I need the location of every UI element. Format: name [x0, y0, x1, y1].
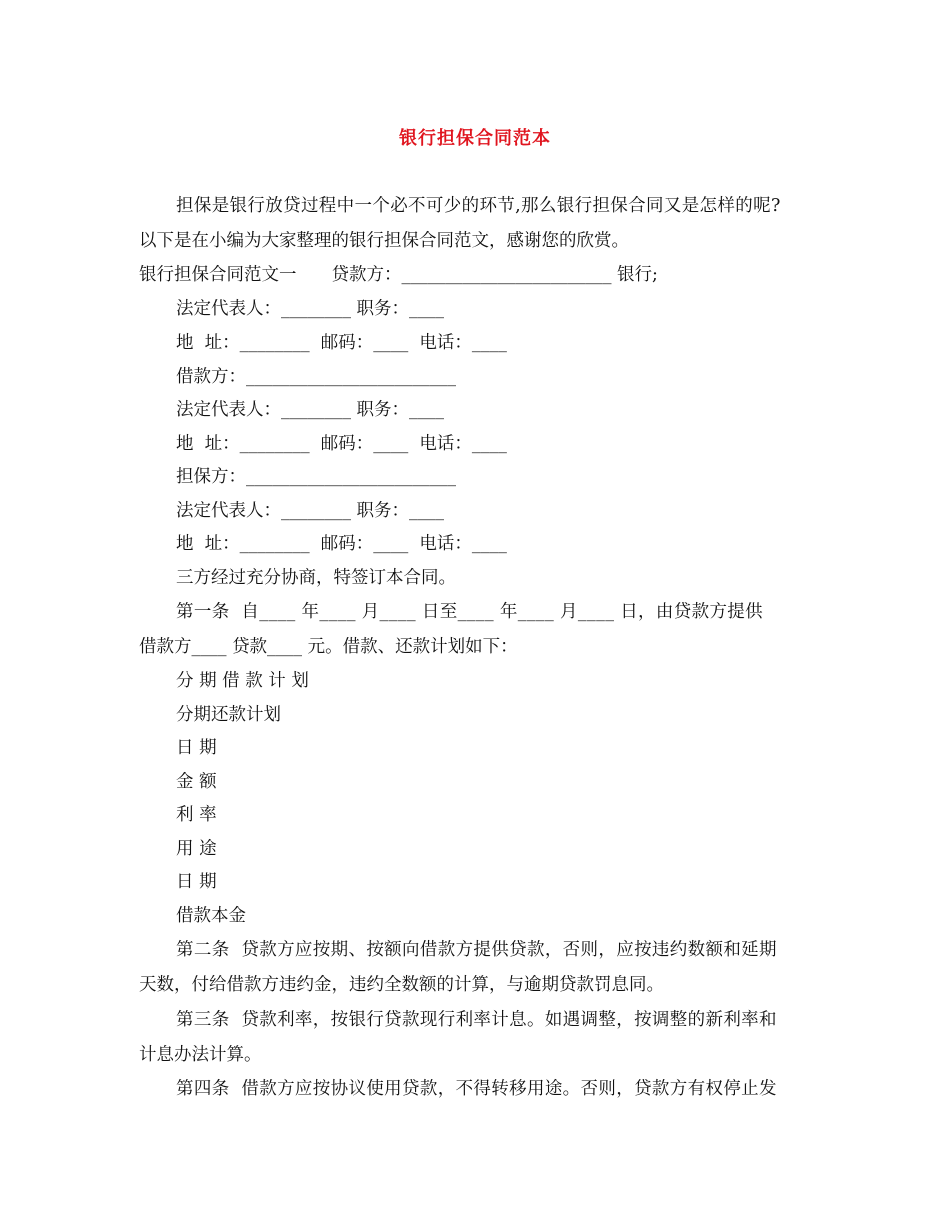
form-line-borrower: 借款方：________________________: [176, 367, 456, 387]
schedule-item: 分期还款计划: [176, 705, 281, 725]
article-3-line: 计息办法计算。: [139, 1045, 262, 1065]
form-line-guarantor-address: 地 址：________ 邮码：____ 电话：____: [176, 534, 507, 554]
article-2-line: 天数，付给借款方违约金，违约全数额的计算，与逾期贷款罚息同。: [139, 975, 664, 995]
schedule-item: 金 额: [176, 772, 217, 792]
paragraph-line: 担保是银行放贷过程中一个必不可少的环节,那么银行担保合同又是怎样的呢?: [176, 196, 781, 216]
document-title: 银行担保合同范本: [399, 128, 551, 149]
form-line-lender-address: 地 址：________ 邮码：____ 电话：____: [176, 333, 507, 353]
schedule-item: 用 途: [176, 839, 217, 859]
schedule-heading: 分 期 借 款 计 划: [176, 671, 309, 691]
article-1-line: 借款方____ 贷款____ 元。借款、还款计划如下：: [139, 637, 518, 657]
schedule-item: 日 期: [176, 738, 217, 758]
schedule-item: 借款本金: [176, 906, 246, 926]
article-1-line: 第一条 自____ 年____ 月____ 日至____ 年____ 月____ 日，由贷款方提供: [176, 602, 764, 622]
form-line-lender-representative: 法定代表人：________ 职务：____: [176, 299, 445, 319]
paragraph-line: 三方经过充分协商，特签订本合同。: [176, 568, 456, 588]
schedule-item: 利 率: [176, 805, 217, 825]
form-line-guarantor-representative: 法定代表人：________ 职务：____: [176, 501, 445, 521]
paragraph-line: 以下是在小编为大家整理的银行担保合同范文，感谢您的欣赏。: [139, 231, 629, 251]
article-3-line: 第三条 贷款利率，按银行贷款现行利率计息。如遇调整，按调整的新利率和: [176, 1010, 777, 1030]
article-4-line: 第四条 借款方应按协议使用贷款，不得转移用途。否则，贷款方有权停止发: [176, 1079, 777, 1099]
article-2-line: 第二条 贷款方应按期、按额向借款方提供贷款，否则，应按违约数额和延期: [176, 940, 777, 960]
paragraph-line: 银行担保合同范文一 贷款方：________________________ 银行;: [139, 265, 658, 285]
schedule-item: 日 期: [176, 872, 217, 892]
form-line-borrower-representative: 法定代表人：________ 职务：____: [176, 400, 445, 420]
form-line-borrower-address: 地 址：________ 邮码：____ 电话：____: [176, 434, 507, 454]
form-line-guarantor: 担保方：________________________: [176, 467, 456, 487]
